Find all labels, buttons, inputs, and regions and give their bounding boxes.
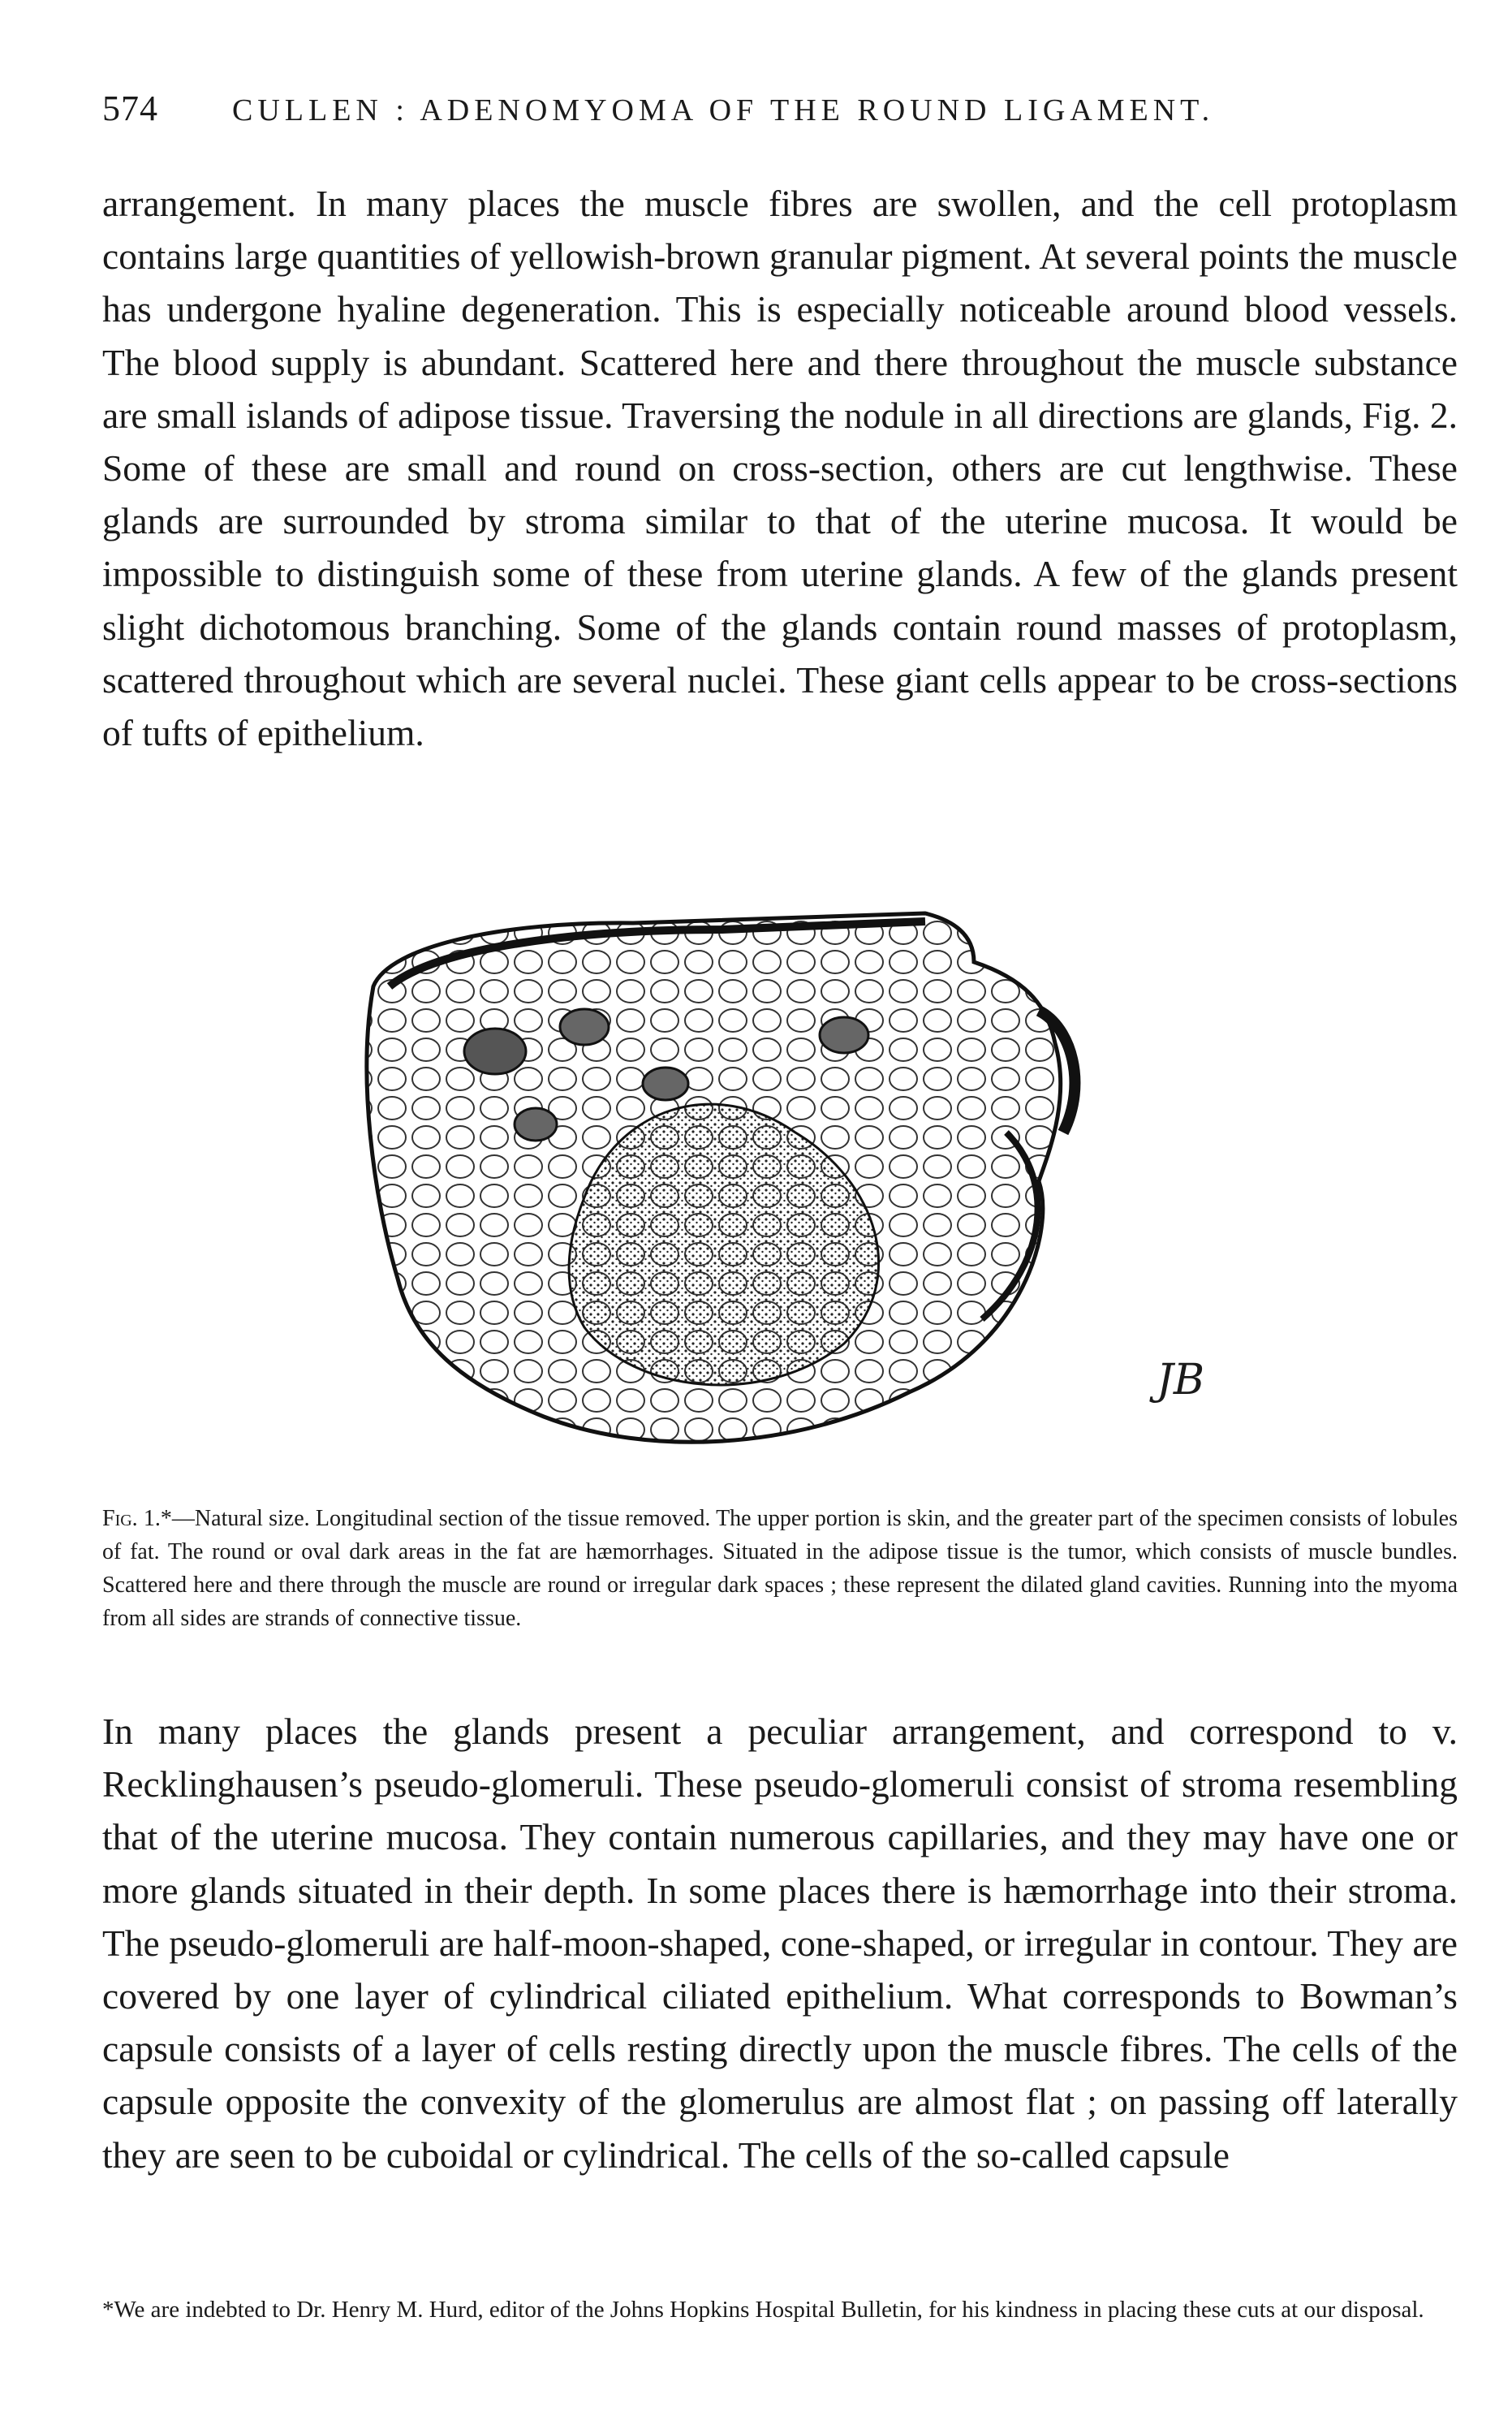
body-paragraph-2: In many places the glands present a peculiar arrangement, and correspond to v. Recklinghausen’s pseudo-glomeruli. These pseudo-glomeruli consist of stroma resembling that of the uterine mucosa. They contain numerous capillaries, and they may have one or more glands situated in their depth. In some places there is hæmorrhage into their stroma. The pseudo-glomeruli are half-moon-shaped, cone-shaped, or irregular in contour. They are covered by one layer of cylindrical ciliated epithelium. What corresponds to Bowman’s capsule consists of a layer of cells resting directly upon the muscle fibres. The cells of the capsule opposite the convexity of the glomerulus are almost flat ; on passing off laterally they are seen to be cuboidal or cylindrical. The cells of the so-called capsule: [102, 1711, 1458, 2176]
running-head: CULLEN : ADENOMYOMA OF THE ROUND LIGAMENT.: [232, 93, 1215, 127]
page-header: [102, 88, 1458, 136]
artist-monogram: JB: [1157, 1356, 1205, 1404]
footnote: *We are indebted to Dr. Henry M. Hurd, editor of the Johns Hopkins Hospital Bulletin, for his kindness in placing these cuts at our disposal.: [102, 2297, 1424, 2323]
figure-caption: [102, 1502, 1458, 1635]
specimen-illustration: [341, 889, 1217, 1473]
figure-label: Fig. 1.*: [102, 1506, 172, 1531]
body-paragraph-1: arrangement. In many places the muscle fibres are swollen, and the cell protoplasm contains large quantities of yellowish-brown granular pigment. At several points the muscle has undergone hyaline degeneration. This is especially noticeable around blood vessels. The blood supply is abundant. Scattered here and there throughout the muscle substance are small islands of adipose tissue. Traversing the nodule in all directions are glands, Fig. 2. Some of these are small and round on cross-section, others are cut lengthwise. These glands are surrounded by stroma similar to that of the uterine mucosa. It would be impossible to distinguish some of these from uterine glands. A few of the glands present slight dichotomous branching. Some of the glands contain round masses of protoplasm, scattered throughout which are several nuclei. These giant cells appear to be cross-sections of tufts of epithelium.: [102, 183, 1458, 754]
figure-caption-text: —Natural size. Longitudinal section of the tissue removed. The upper portion is skin, and the greater part of the specimen consists of lobules of fat. The round or oval dark areas in the fat are hæmorrhages. Situated in the adipose tissue is the tumor, which consists of muscle bundles. Scattered here and there through the muscle are round or irregular dark spaces ; these represent the dilated gland cavities. Running into the myoma from all sides are strands of connective tissue.: [102, 1506, 1458, 1631]
page-number: 574: [102, 88, 158, 128]
